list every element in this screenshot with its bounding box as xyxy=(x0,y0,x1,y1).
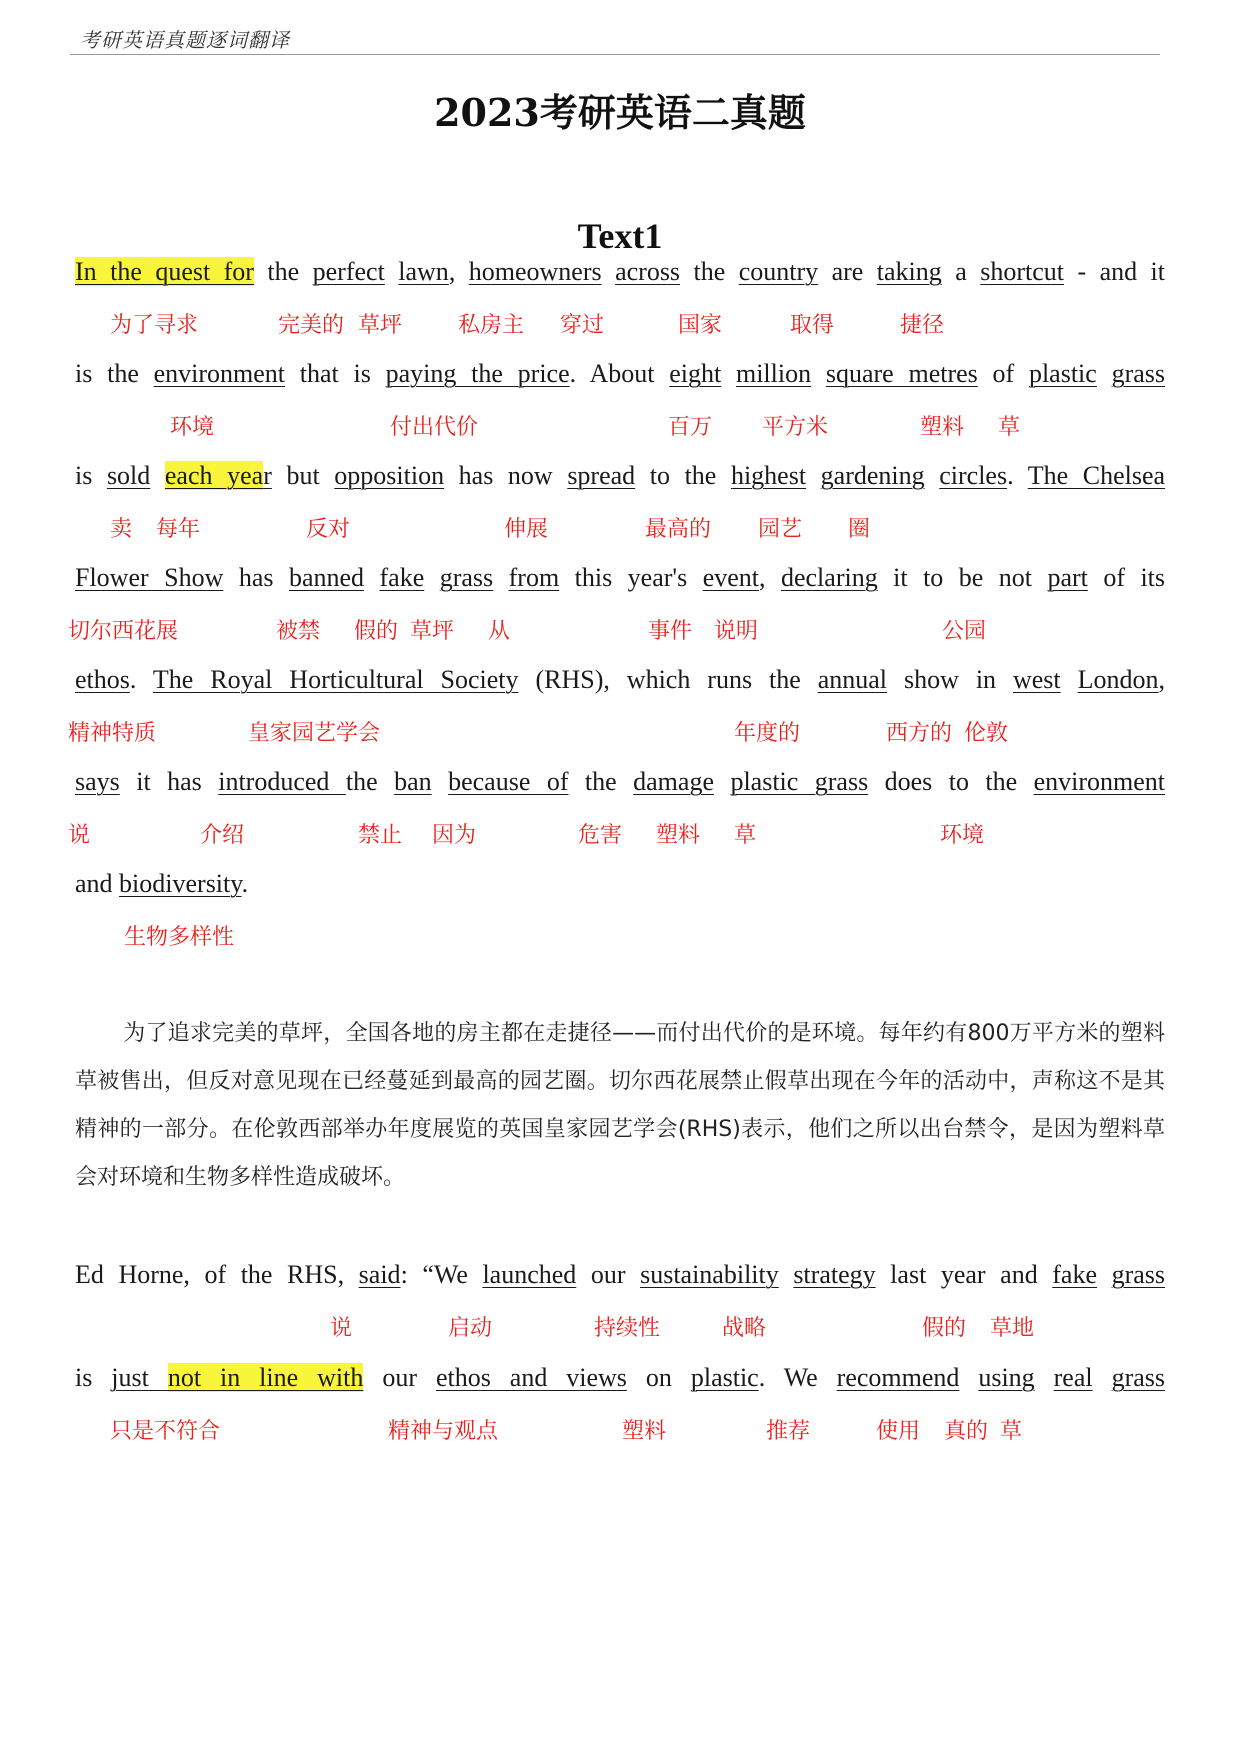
plain-text: on xyxy=(626,1363,691,1392)
vocab-word: using xyxy=(978,1363,1035,1392)
gloss-word: 反对 xyxy=(306,517,351,542)
gloss-word: 取得 xyxy=(790,313,835,338)
vocab-word: eight xyxy=(669,359,722,388)
vocab-word: damage xyxy=(633,767,714,796)
vocab-word: highest xyxy=(730,461,807,490)
plain-text xyxy=(602,257,615,286)
plain-text: : “We xyxy=(400,1260,483,1289)
gloss-word: 国家 xyxy=(678,313,723,338)
english-line xyxy=(75,660,1165,704)
gloss-word: 百万 xyxy=(668,415,713,440)
vocab-word: Flower Show xyxy=(75,563,224,592)
vocab-word: environment xyxy=(1033,767,1166,796)
gloss-word: 假的 xyxy=(922,1316,967,1341)
english-line xyxy=(75,558,1165,602)
vocab-word: ethos and views xyxy=(435,1363,627,1392)
gloss-word: 介绍 xyxy=(200,823,245,848)
gloss-line xyxy=(0,1311,1240,1351)
gloss-word: 捷径 xyxy=(900,313,945,338)
vocab-word: plastic grass xyxy=(730,767,869,796)
plain-text xyxy=(1093,1363,1112,1392)
vocab-word: taking xyxy=(876,257,942,286)
gloss-word: 私房主 xyxy=(458,313,525,338)
plain-text: is xyxy=(75,1363,112,1392)
plain-text: (RHS), which runs the xyxy=(518,665,818,694)
plain-text: our xyxy=(576,1260,641,1289)
gloss-word: 付出代价 xyxy=(390,415,479,440)
gloss-word: 年度的 xyxy=(734,721,801,746)
vocab-word: said xyxy=(358,1260,401,1289)
plain-text xyxy=(385,257,398,286)
vocab-word: annual xyxy=(817,665,888,694)
plain-text: are xyxy=(818,257,877,286)
translation-paragraph xyxy=(75,1010,1165,1202)
vocab-word: million xyxy=(735,359,812,388)
gloss-word: 被禁 xyxy=(276,619,321,644)
vocab-word: launched xyxy=(482,1260,577,1289)
plain-text: last year and xyxy=(875,1260,1053,1289)
gloss-word: 塑料 xyxy=(920,415,965,440)
gloss-word: 启动 xyxy=(448,1316,493,1341)
gloss-word: 使用 xyxy=(876,1419,921,1444)
plain-text xyxy=(424,563,439,592)
vocab-word: strategy xyxy=(793,1260,876,1289)
gloss-word: 说明 xyxy=(714,619,759,644)
vocab-word: declaring xyxy=(780,563,878,592)
vocab-word: event xyxy=(702,563,759,592)
plain-text xyxy=(925,461,940,490)
header-label: 考研英语真题逐词翻译 xyxy=(80,28,290,52)
gloss-word: 持续性 xyxy=(594,1316,661,1341)
vocab-word: fake xyxy=(1052,1260,1098,1289)
gloss-line xyxy=(0,308,1240,348)
gloss-word: 草 xyxy=(734,823,757,848)
plain-text: and xyxy=(75,869,120,898)
gloss-word: 伦敦 xyxy=(964,721,1009,746)
plain-text: . xyxy=(1007,461,1028,490)
gloss-word: 事件 xyxy=(648,619,693,644)
vocab-word: not in line with xyxy=(167,1363,364,1392)
vocab-word: In the quest for xyxy=(75,257,254,286)
vocab-word: spread xyxy=(567,461,636,490)
vocab-word: ban xyxy=(394,767,432,796)
plain-text: it has xyxy=(119,767,219,796)
gloss-word: 精神与观点 xyxy=(388,1419,499,1444)
plain-text: does to the xyxy=(868,767,1034,796)
vocab-word: says xyxy=(75,767,120,796)
section-title: Text1 xyxy=(577,216,663,256)
gloss-word: 草坪 xyxy=(358,313,403,338)
header-divider xyxy=(70,54,1160,55)
gloss-word: 说 xyxy=(330,1316,353,1341)
vocab-word: grass xyxy=(1111,359,1166,388)
vocab-word: across xyxy=(615,257,681,286)
english-line xyxy=(75,864,1165,908)
plain-text xyxy=(959,1363,978,1392)
english-line xyxy=(75,456,1165,500)
gloss-word: 最高的 xyxy=(645,517,712,542)
vocab-word: perfect xyxy=(312,257,385,286)
plain-text xyxy=(1061,665,1078,694)
gloss-line xyxy=(0,920,1240,960)
gloss-word: 切尔西花展 xyxy=(68,619,179,644)
gloss-word: 假的 xyxy=(354,619,399,644)
plain-text xyxy=(811,359,826,388)
gloss-word: 说 xyxy=(68,823,91,848)
gloss-word: 草地 xyxy=(990,1316,1035,1341)
plain-text: Ed Horne, of the RHS, xyxy=(75,1260,359,1289)
plain-text: to the xyxy=(635,461,731,490)
gloss-line xyxy=(0,1414,1240,1454)
gloss-word: 环境 xyxy=(940,823,985,848)
plain-text: that is xyxy=(285,359,386,388)
plain-text: . About xyxy=(569,359,670,388)
english-line xyxy=(75,354,1165,398)
gloss-word: 公园 xyxy=(942,619,987,644)
gloss-word: 草 xyxy=(998,415,1021,440)
gloss-word: 平方米 xyxy=(762,415,829,440)
plain-text: this year's xyxy=(559,563,703,592)
vocab-word: circles xyxy=(939,461,1008,490)
gloss-word: 为了寻求 xyxy=(110,313,199,338)
vocab-word: plastic xyxy=(690,1363,759,1392)
vocab-word: because of xyxy=(448,767,569,796)
plain-text: . xyxy=(241,869,249,898)
plain-text xyxy=(150,461,165,490)
gloss-word: 伸展 xyxy=(504,517,549,542)
vocab-word: country xyxy=(738,257,819,286)
vocab-word: each yea xyxy=(164,461,264,490)
vocab-word: square metres xyxy=(825,359,978,388)
vocab-word: recommend xyxy=(836,1363,960,1392)
english-line xyxy=(75,1255,1165,1299)
vocab-word: real xyxy=(1053,1363,1093,1392)
vocab-word: gardening xyxy=(820,461,925,490)
gloss-word: 穿过 xyxy=(560,313,605,338)
gloss-word: 从 xyxy=(488,619,511,644)
plain-text xyxy=(1097,359,1112,388)
plain-text: , xyxy=(448,257,469,286)
gloss-word: 战略 xyxy=(722,1316,767,1341)
gloss-word: 草 xyxy=(1000,1419,1023,1444)
vocab-word: west xyxy=(1012,665,1061,694)
plain-text: the xyxy=(568,767,634,796)
translation-text: 为了追求完美的草坪，全国各地的房主都在走捷径——而付出代价的是环境。每年约有800万平方米的塑料草被售出，但反对意见现在已经蔓延到最高的园艺圈。切尔西花展禁止假草出现在今年的活动中，声称这不是其精神的一部分。在伦敦西部举办年度展览的英国皇家园艺学会(RHS)表示，他们之所以出台禁令，是因为塑料草会对环境和生物多样性造成破坏。 xyxy=(75,1021,1165,1190)
vocab-word: sold xyxy=(106,461,151,490)
vocab-word: sustainability xyxy=(640,1260,779,1289)
vocab-word: r xyxy=(263,461,272,490)
vocab-word: from xyxy=(508,563,560,592)
english-line xyxy=(75,252,1165,296)
plain-text: it to be not xyxy=(877,563,1048,592)
vocab-word: fake xyxy=(379,563,425,592)
gloss-word: 只是不符合 xyxy=(110,1419,221,1444)
vocab-word: grass xyxy=(1111,1260,1166,1289)
gloss-word: 生物多样性 xyxy=(124,925,235,950)
plain-text: , xyxy=(1158,665,1165,694)
plain-text xyxy=(806,461,821,490)
plain-text xyxy=(432,767,448,796)
gloss-word: 圈 xyxy=(848,517,871,542)
plain-text xyxy=(1097,1260,1112,1289)
plain-text xyxy=(1035,1363,1054,1392)
plain-text xyxy=(714,767,730,796)
gloss-word: 环境 xyxy=(170,415,215,440)
gloss-line xyxy=(0,614,1240,654)
vocab-word: London xyxy=(1077,665,1159,694)
vocab-word: biodiversity xyxy=(119,869,242,898)
gloss-word: 卖 xyxy=(110,517,133,542)
plain-text xyxy=(493,563,508,592)
plain-text: of xyxy=(977,359,1029,388)
vocab-word: The Royal Horticultural Society xyxy=(152,665,519,694)
plain-text: . xyxy=(129,665,153,694)
plain-text: but xyxy=(271,461,335,490)
plain-text: has xyxy=(223,563,289,592)
vocab-word: grass xyxy=(439,563,494,592)
gloss-word: 塑料 xyxy=(656,823,701,848)
vocab-word: introduced xyxy=(218,767,346,796)
english-line xyxy=(75,762,1165,806)
plain-text: . We xyxy=(758,1363,837,1392)
plain-text: is the xyxy=(75,359,154,388)
plain-text: the xyxy=(253,257,313,286)
vocab-word: opposition xyxy=(334,461,445,490)
gloss-word: 西方的 xyxy=(886,721,953,746)
plain-text: has now xyxy=(444,461,568,490)
vocab-word: homeowners xyxy=(468,257,602,286)
english-line xyxy=(75,1358,1165,1402)
vocab-word: part xyxy=(1047,563,1088,592)
gloss-word: 推荐 xyxy=(766,1419,811,1444)
vocab-word: grass xyxy=(1111,1363,1165,1392)
plain-text xyxy=(779,1260,794,1289)
gloss-word: 皇家园艺学会 xyxy=(248,721,381,746)
gloss-word: 精神特质 xyxy=(68,721,157,746)
gloss-word: 因为 xyxy=(432,823,477,848)
plain-text: - and it xyxy=(1064,257,1166,286)
plain-text: show in xyxy=(887,665,1013,694)
gloss-line xyxy=(0,512,1240,552)
vocab-word: ethos xyxy=(75,665,130,694)
vocab-word: plastic xyxy=(1028,359,1097,388)
gloss-word: 真的 xyxy=(944,1419,989,1444)
plain-text xyxy=(721,359,736,388)
gloss-line xyxy=(0,818,1240,858)
plain-text: our xyxy=(363,1363,436,1392)
plain-text: of its xyxy=(1087,563,1166,592)
vocab-word: environment xyxy=(153,359,286,388)
plain-text xyxy=(364,563,379,592)
gloss-word: 禁止 xyxy=(358,823,403,848)
gloss-word: 草坪 xyxy=(410,619,455,644)
gloss-word: 每年 xyxy=(156,517,201,542)
plain-text: is xyxy=(75,461,107,490)
vocab-word: just xyxy=(111,1363,168,1392)
gloss-word: 园艺 xyxy=(758,517,803,542)
vocab-word: lawn xyxy=(398,257,449,286)
gloss-word: 塑料 xyxy=(622,1419,667,1444)
gloss-line xyxy=(0,716,1240,756)
plain-text: the xyxy=(345,767,395,796)
vocab-word: banned xyxy=(288,563,365,592)
plain-text: , xyxy=(759,563,781,592)
gloss-word: 危害 xyxy=(578,823,623,848)
gloss-word: 完美的 xyxy=(278,313,345,338)
plain-text: the xyxy=(680,257,739,286)
vocab-word: The Chelsea xyxy=(1027,461,1166,490)
document-title: 2023考研英语二真题 xyxy=(434,90,806,135)
vocab-word: paying the price xyxy=(385,359,570,388)
vocab-word: shortcut xyxy=(980,257,1065,286)
plain-text: a xyxy=(941,257,981,286)
gloss-line xyxy=(0,410,1240,450)
